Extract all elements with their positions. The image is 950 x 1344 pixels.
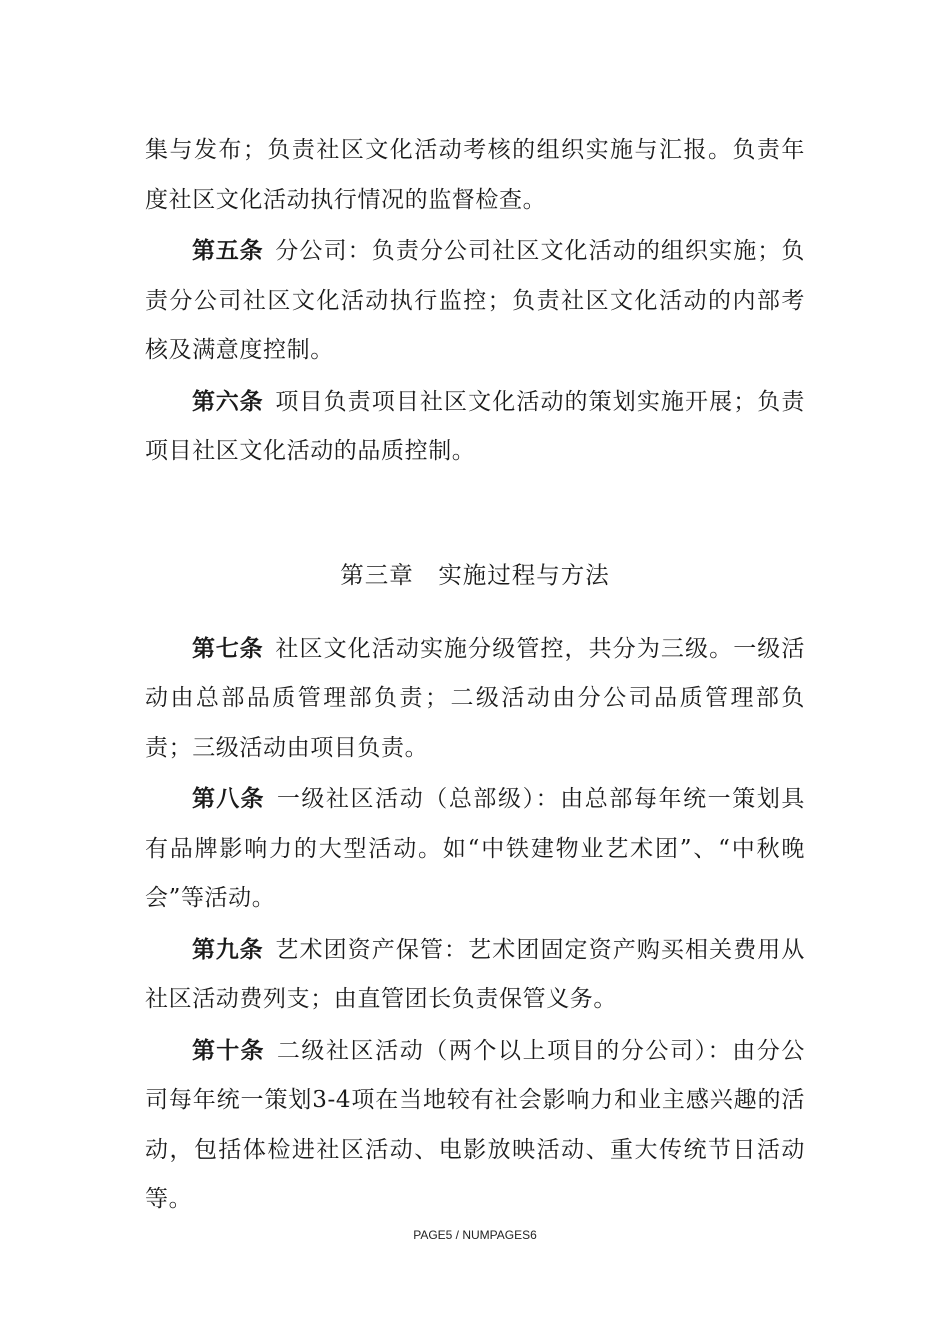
- article-number: 第六条: [192, 388, 264, 415]
- paragraph-text: 项目负责项目社区文化活动的策划实施开展；负责项目社区文化活动的品质控制。: [145, 388, 805, 464]
- paragraph-text: 艺术团资产保管：艺术团固定资产购买相关费用从社区活动费列支；由直管团长负责保管义务。: [145, 936, 805, 1012]
- article-number: 第九条: [192, 936, 264, 963]
- article-8: [145, 775, 805, 924]
- paragraph-text: 一级社区活动（总部级）：由总部每年统一策划具有品牌影响力的大型活动。如“中铁建物业艺术团”、“中秋晚会”等活动。: [145, 786, 805, 911]
- article-number: 第五条: [192, 238, 264, 264]
- chapter-heading: 第三章 实施过程与方法: [340, 560, 610, 589]
- article-9: [145, 926, 805, 1025]
- article-7: [145, 625, 805, 774]
- paragraph-continuation: [145, 126, 805, 225]
- article-number: 第十条: [192, 1037, 265, 1064]
- article-number: 第八条: [192, 786, 265, 812]
- paragraph-text: 集与发布；负责社区文化活动考核的组织实施与汇报。负责年度社区文化活动执行情况的监督检查。: [145, 137, 805, 213]
- document-body: [145, 126, 805, 1227]
- paragraph-text: 社区文化活动实施分级管控，共分为三级。一级活动由总部品质管理部负责；二级活动由分公司品质管理部负责；三级活动由项目负责。: [145, 635, 805, 761]
- paragraph-text: 分公司：负责分公司社区文化活动的组织实施；负责分公司社区文化活动执行监控；负责社区文化活动的内部考核及满意度控制。: [145, 238, 805, 363]
- paragraph-text: 二级社区活动（两个以上项目的分公司）：由分公司每年统一策划3-4项在当地较有社会影响力和业主感兴趣的活动，包括体检进社区活动、电影放映活动、重大传统节日活动等。: [145, 1037, 805, 1212]
- article-number: 第七条: [192, 635, 264, 662]
- article-6: [145, 378, 805, 477]
- article-5: [145, 227, 805, 376]
- article-10: [145, 1027, 805, 1225]
- page-footer: PAGE5 / NUMPAGES6: [413, 1228, 537, 1242]
